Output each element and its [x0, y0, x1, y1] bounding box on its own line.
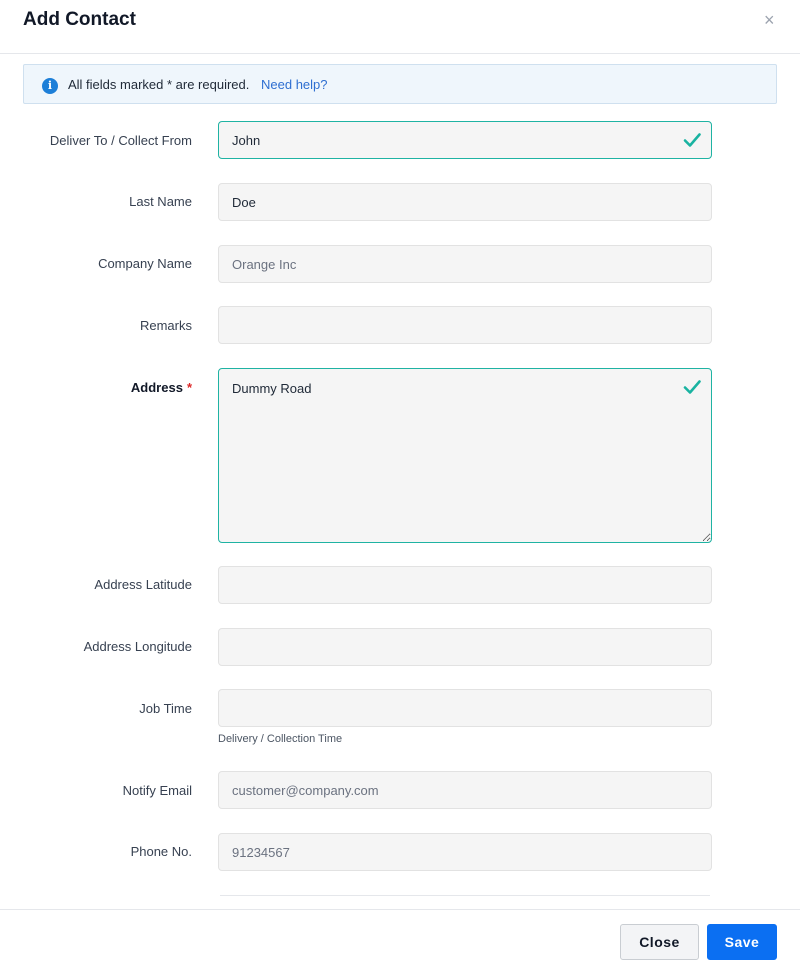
phone-input[interactable] — [218, 833, 712, 871]
dialog-header — [0, 0, 800, 54]
company-name-input[interactable] — [218, 245, 712, 283]
phone-label: Phone No. — [130, 844, 192, 859]
close-icon[interactable]: × — [764, 10, 775, 30]
last-name-label: Last Name — [129, 194, 192, 209]
company-name-label: Company Name — [98, 256, 192, 271]
close-button[interactable]: Close — [620, 924, 699, 960]
info-icon: i — [42, 78, 58, 94]
address-longitude-input[interactable] — [218, 628, 712, 666]
address-textarea[interactable] — [218, 368, 712, 543]
address-latitude-input[interactable] — [218, 566, 712, 604]
need-help-link[interactable]: Need help? — [261, 77, 328, 92]
save-button[interactable]: Save — [707, 924, 777, 960]
address-label-text: Address — [130, 380, 183, 395]
dialog-footer — [0, 909, 800, 967]
job-time-hint: Delivery / Collection Time — [218, 733, 343, 745]
notify-email-input[interactable] — [218, 771, 712, 809]
address-label — [131, 380, 192, 395]
deliver-to-input[interactable] — [218, 121, 712, 159]
remarks-label: Remarks — [139, 318, 192, 333]
address-longitude-label: Address Longitude — [83, 639, 192, 654]
last-name-input[interactable] — [218, 183, 712, 221]
check-icon — [682, 130, 702, 150]
address-latitude-label: Address Latitude — [94, 577, 192, 592]
next-field-edge — [220, 895, 710, 896]
dialog-title: Add Contact — [23, 9, 136, 30]
deliver-to-label: Deliver To / Collect From — [49, 133, 192, 148]
required-marker: * — [186, 380, 192, 395]
notify-email-label: Notify Email — [122, 783, 192, 798]
required-fields-notice — [23, 64, 777, 104]
remarks-input[interactable] — [218, 306, 712, 344]
notice-message: All fields marked * are required. — [68, 77, 250, 92]
job-time-label: Job Time — [139, 701, 192, 716]
job-time-input[interactable] — [218, 689, 712, 727]
check-icon — [682, 377, 702, 397]
